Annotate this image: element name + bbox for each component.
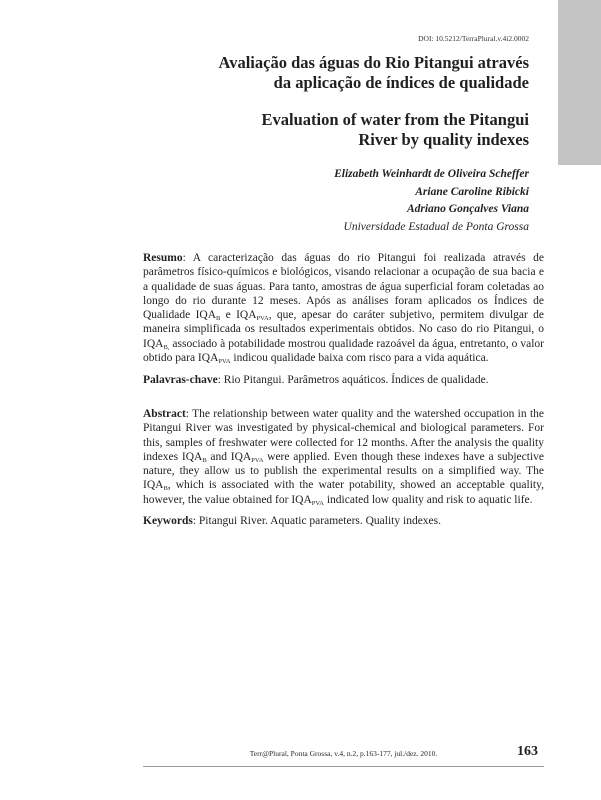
- resumo-sub-3: B,: [163, 343, 170, 351]
- palavras-chave-text: : Rio Pitangui. Parâmetros aquáticos. Índices de qualidade.: [217, 374, 489, 386]
- affiliation: Universidade Estadual de Ponta Grossa: [343, 220, 529, 233]
- resumo-sub-4: PVA: [218, 358, 231, 366]
- footer-citation: Terr@Plural, Ponta Grossa, v.4, n.2, p.163-177, jul./dez. 2010.: [249, 749, 438, 758]
- resumo-text-1: : A caracterização das águas do rio Pitangui foi realizada através de parâmetros físico-químicos e biológicos, visando relacionar a ocupação de sua bacia e a qualidade de suas águas. Para tanto, amostras de água superficial foram coletadas ao longo do rio durante 12 meses. Após as análises foram aplicados os Índices de Qualidade IQA: [143, 252, 544, 322]
- abstract-sub-4: PVA: [311, 499, 324, 507]
- abstract-text-4: , which is associated with the water potability, showed an acceptable quality, however, the value obtained for IQA: [143, 479, 544, 506]
- side-tab: [558, 0, 601, 165]
- abstract-text-2: and IQA: [206, 450, 252, 463]
- resumo-sub-2: PVA: [256, 315, 269, 323]
- palavras-chave: [143, 373, 544, 387]
- resumo-sub-1: B: [216, 315, 221, 323]
- author-1: Elizabeth Weinhardt de Oliveira Scheffer: [334, 168, 529, 180]
- resumo-text-2: e IQA: [220, 309, 257, 322]
- title-portuguese: [219, 53, 529, 93]
- title-pt-line-1: Avaliação das águas do Rio Pitangui através: [218, 53, 529, 72]
- resumo-label: Resumo: [143, 252, 183, 264]
- keywords-label: Keywords: [143, 515, 193, 527]
- palavras-chave-label: Palavras-chave: [143, 374, 218, 386]
- abstract-label: Abstract: [143, 408, 186, 420]
- title-en-line-1: Evaluation of water from the Pitangui: [261, 110, 529, 129]
- title-english: [261, 110, 529, 150]
- keywords-text: : Pitangui River. Aquatic parameters. Quality indexes.: [192, 515, 441, 527]
- footer-rule: [143, 766, 544, 767]
- author-2: Ariane Caroline Ribicki: [415, 185, 529, 198]
- resumo-text-4: associado à potabilidade mostrou qualidade razoável da água, entretanto, o valor obtido para IQA: [143, 337, 544, 365]
- doi: DOI: 10.5212/TerraPlural.v.4i2.0002: [418, 34, 529, 43]
- keywords: [143, 514, 544, 528]
- abstract-text-1: : The relationship between water quality and the watershed occupation in the Pitangui River was investigated by physical-chemical and biological parameters. For this, samples of freshwater were collected for 12 months. After the analysis the quality indexes IQA: [143, 408, 544, 463]
- page-number: 163: [517, 744, 538, 759]
- abstract-sub-3: B: [163, 485, 168, 493]
- author-3: Adriano Gonçalves Viana: [406, 203, 529, 215]
- abstract-text-5: indicated low quality and risk to aquatic life.: [323, 493, 533, 506]
- abstract-paragraph: [143, 407, 544, 507]
- abstract-sub-2: PVA: [251, 456, 264, 464]
- resumo-paragraph: [143, 251, 544, 365]
- abstract-sub-1: B: [202, 456, 207, 464]
- resumo-text-5: indicou qualidade baixa com risco para a vida aquática.: [230, 352, 489, 365]
- title-pt-line-2: da aplicação de índices de qualidade: [273, 73, 529, 92]
- title-en-line-2: River by quality indexes: [358, 130, 529, 149]
- authors-block: [334, 166, 529, 236]
- abstract-text-3: were applied. Even though these indexes have a subjective nature, they allow us to publish the experimental results on a simplified way. The IQA: [143, 450, 544, 492]
- resumo-text-3: , que, apesar do caráter subjetivo, permitem divulgar de maneira simplificada os resultados experimentais obtidos. No caso do rio Pitangui, o IQA: [143, 309, 544, 350]
